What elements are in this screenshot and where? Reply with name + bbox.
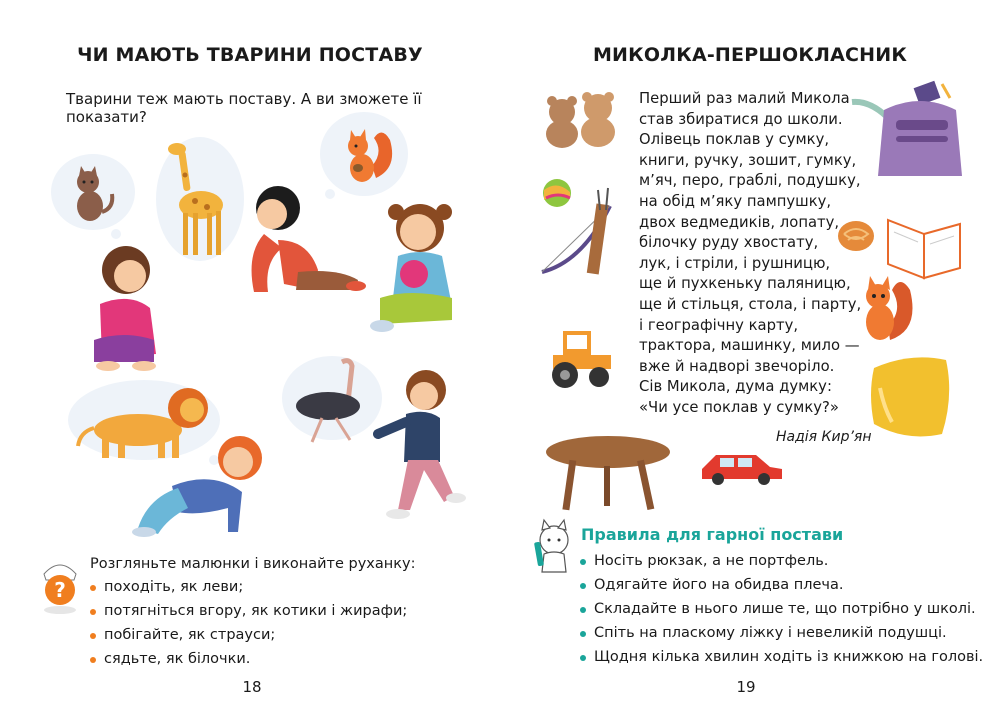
page-number: 19 bbox=[736, 678, 756, 696]
poem-author: Надія Кир’ян bbox=[776, 429, 872, 445]
squirrel-icon bbox=[856, 270, 918, 350]
teddy-bears-illustration bbox=[540, 90, 625, 150]
poem-line: білочку руду хвостату, bbox=[639, 234, 819, 252]
poem-line: ще й пухкеньку паляницю, bbox=[639, 275, 851, 293]
poem-line: двох ведмедиків, лопату, bbox=[639, 213, 840, 231]
poem-line: на обід м’яку пампушку, bbox=[639, 192, 832, 210]
list-item: походіть, як леви; bbox=[90, 575, 407, 599]
rules-heading: Правила для гарної постави bbox=[581, 525, 844, 544]
ostrich-thought-illustration bbox=[282, 352, 384, 448]
girl-squatting-illustration bbox=[88, 240, 168, 375]
list-item: побігайте, як страуси; bbox=[90, 623, 407, 647]
backpack-illustration bbox=[850, 80, 965, 185]
list-item: потягніться вгору, як котики і жирафи; bbox=[90, 599, 407, 623]
right-page bbox=[500, 0, 1000, 721]
list-item: Спіть на пласкому ліжку і невеликій подушці. bbox=[580, 621, 983, 645]
table-illustration bbox=[544, 426, 672, 516]
poem-line: м’яч, перо, граблі, подушку, bbox=[639, 172, 861, 190]
poem-line: вже й надворі звечоріло. bbox=[639, 357, 835, 375]
list-item: Одягайте його на обидва плеча. bbox=[580, 573, 983, 597]
poem-line: став збиратися до школи. bbox=[639, 110, 843, 128]
giraffe-thought-illustration bbox=[155, 135, 250, 270]
boy-stretching-illustration bbox=[238, 182, 368, 297]
list-item: Складайте в нього лише те, що потрібно у школі. bbox=[580, 597, 983, 621]
girl-with-ball-illustration bbox=[368, 198, 468, 338]
poem bbox=[639, 89, 861, 419]
cat-thought-illustration bbox=[48, 150, 138, 242]
boy-crawling-illustration bbox=[132, 428, 267, 543]
page-title: ЧИ МАЮТЬ ТВАРИНИ ПОСТАВУ bbox=[77, 44, 423, 66]
task-list bbox=[90, 575, 407, 671]
list-item: Щодня кілька хвилин ходіть із книжкою на голові. bbox=[580, 645, 983, 669]
poem-line: Сів Микола, дума думку: bbox=[639, 378, 832, 396]
page-number: 18 bbox=[242, 678, 262, 696]
teddy-bear-icon bbox=[546, 96, 578, 148]
intro-text: Тварини теж мають поставу. А ви зможете її показати? bbox=[66, 90, 422, 126]
task-heading: Розгляньте малюнки і виконайте руханку: bbox=[90, 556, 416, 572]
pillow-icon bbox=[866, 348, 952, 440]
bun-icon bbox=[836, 214, 876, 254]
rules-list bbox=[580, 549, 983, 669]
page-title: МИКОЛКА-ПЕРШОКЛАСНИК bbox=[592, 44, 908, 66]
list-item: Носіть рюкзак, а не портфель. bbox=[580, 549, 983, 573]
question-mark-label: ? bbox=[54, 578, 66, 602]
poem-line: Олівець поклав у сумку, bbox=[639, 131, 830, 149]
boy-running-illustration bbox=[372, 368, 462, 523]
poem-line: ще й стільця, стола, і парту, bbox=[639, 295, 862, 313]
tractor-icon bbox=[545, 325, 615, 389]
question-mascot-icon bbox=[38, 556, 82, 616]
poem-line: і географічну карту, bbox=[639, 316, 799, 334]
poem-line: книги, ручку, зошит, гумку, bbox=[639, 151, 857, 169]
poem-line: «Чи усе поклав у сумку?» bbox=[639, 398, 839, 416]
list-item: сядьте, як білочки. bbox=[90, 647, 407, 671]
toy-car-icon bbox=[698, 447, 784, 487]
poem-line: трактора, машинку, мило — bbox=[639, 337, 860, 355]
bow-and-arrows-illustration bbox=[538, 186, 623, 278]
poem-line: лук, і стріли, і рушницю, bbox=[639, 254, 831, 272]
cat-mascot-icon bbox=[530, 520, 578, 576]
teddy-bear-icon bbox=[581, 92, 615, 147]
poem-line: Перший раз малий Микола bbox=[639, 90, 850, 107]
